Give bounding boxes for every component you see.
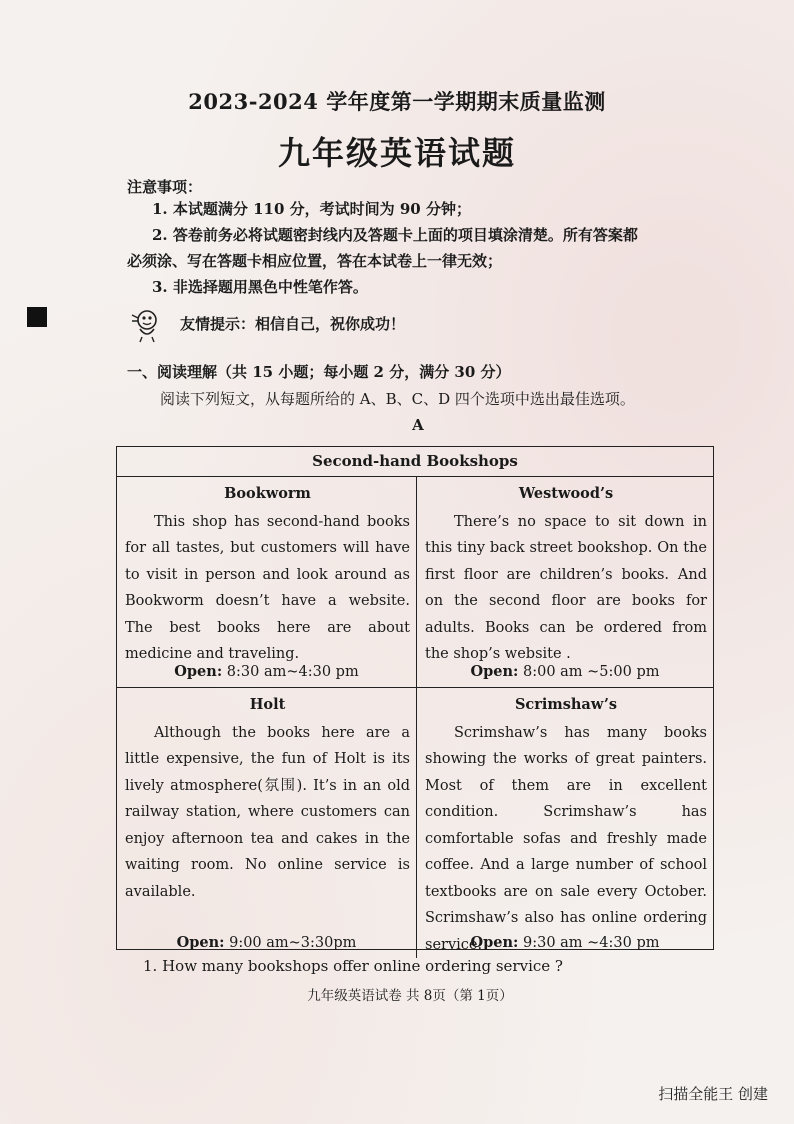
shop-name: Scrimshaw’s (514, 696, 618, 713)
open-label: Open: (470, 662, 519, 680)
shop-hours (417, 659, 713, 686)
open-label: Open: (176, 933, 225, 951)
note-item: 3. 非选择题用黑色中性笔作答。 (152, 278, 368, 296)
shop-hours (117, 930, 416, 957)
registration-mark (27, 307, 47, 327)
mascot-icon (128, 307, 164, 343)
bookshops-table (116, 446, 714, 953)
note-item: 1. 本试题满分 110 分，考试时间为 90 分钟； (152, 200, 471, 218)
shop-description: Although the books here are a little expensive, the fun of Holt is its lively atmosphere(氛围). It’s in an old railway station, where customers can enjoy afternoon tea and cakes in the waiting room. No online service is available. (125, 724, 410, 900)
note-item: 2. 答卷前务必将试题密封线内及答题卡上面的项目填涂清楚。所有答案都 (152, 226, 638, 244)
shop-name: Westwood’s (518, 485, 614, 502)
shop-cell-scrimshaws (417, 688, 713, 958)
shop-cell-holt (117, 688, 417, 958)
shop-hours (417, 930, 713, 957)
section-heading: 一、阅读理解（共 15 小题；每小题 2 分，满分 30 分） (127, 363, 511, 381)
shop-name: Bookworm (224, 485, 311, 502)
shop-cell-bookworm (117, 477, 417, 688)
shop-name: Holt (249, 696, 286, 713)
hours-value: 9:30 am ~4:30 pm (522, 934, 660, 951)
shop-description: Scrimshaw’s has many books showing the works of great painters. Most of them are in excellent condition. Scrimshaw’s has comfortable sofas and freshly made coffee. And a large number of school textbooks are on sale every October. Scrimshaw’s also has online ordering service. (425, 724, 707, 953)
open-label: Open: (174, 662, 223, 680)
scanner-watermark: 扫描全能王 创建 (658, 1085, 768, 1103)
shop-cell-westwoods (417, 477, 713, 688)
shop-description: There’s no space to sit down in this tiny back street bookshop. On the first floor are children’s books. And on the second floor are books for adults. Books can be ordered from the shop’s website . (425, 513, 707, 662)
note-item: 必须涂、写在答题卡相应位置，答在本试卷上一律无效； (127, 252, 503, 270)
open-label: Open: (470, 933, 519, 951)
hours-value: 8:30 am~4:30 pm (226, 663, 359, 680)
shop-description: This shop has second-hand books for all tastes, but customers will have to visit in person and look around as Bookworm doesn’t have a website. The best books here are about medicine and traveling. (125, 513, 410, 662)
section-instruction: 阅读下列短文，从每题所给的 A、B、C、D 四个选项中选出最佳选项。 (160, 390, 635, 408)
hours-value: 8:00 am ~5:00 pm (522, 663, 660, 680)
hours-value: 9:00 am~3:30pm (229, 934, 357, 951)
table-title: Second-hand Bookshops (117, 447, 713, 477)
page-footer: 九年级英语试卷 共 8页（第 1页） (307, 988, 513, 1004)
encouragement-tip: 友情提示：相信自己，祝你成功！ (180, 315, 406, 333)
shop-hours (117, 659, 416, 686)
subject-title: 九年级英语试题 (277, 134, 516, 172)
passage-letter: A (412, 416, 424, 434)
question-1: 1. How many bookshops offer online ordering service ? (143, 957, 563, 975)
exam-title: 2023-2024 学年度第一学期期末质量监测 (188, 89, 606, 114)
notes-heading: 注意事项： (127, 178, 203, 196)
